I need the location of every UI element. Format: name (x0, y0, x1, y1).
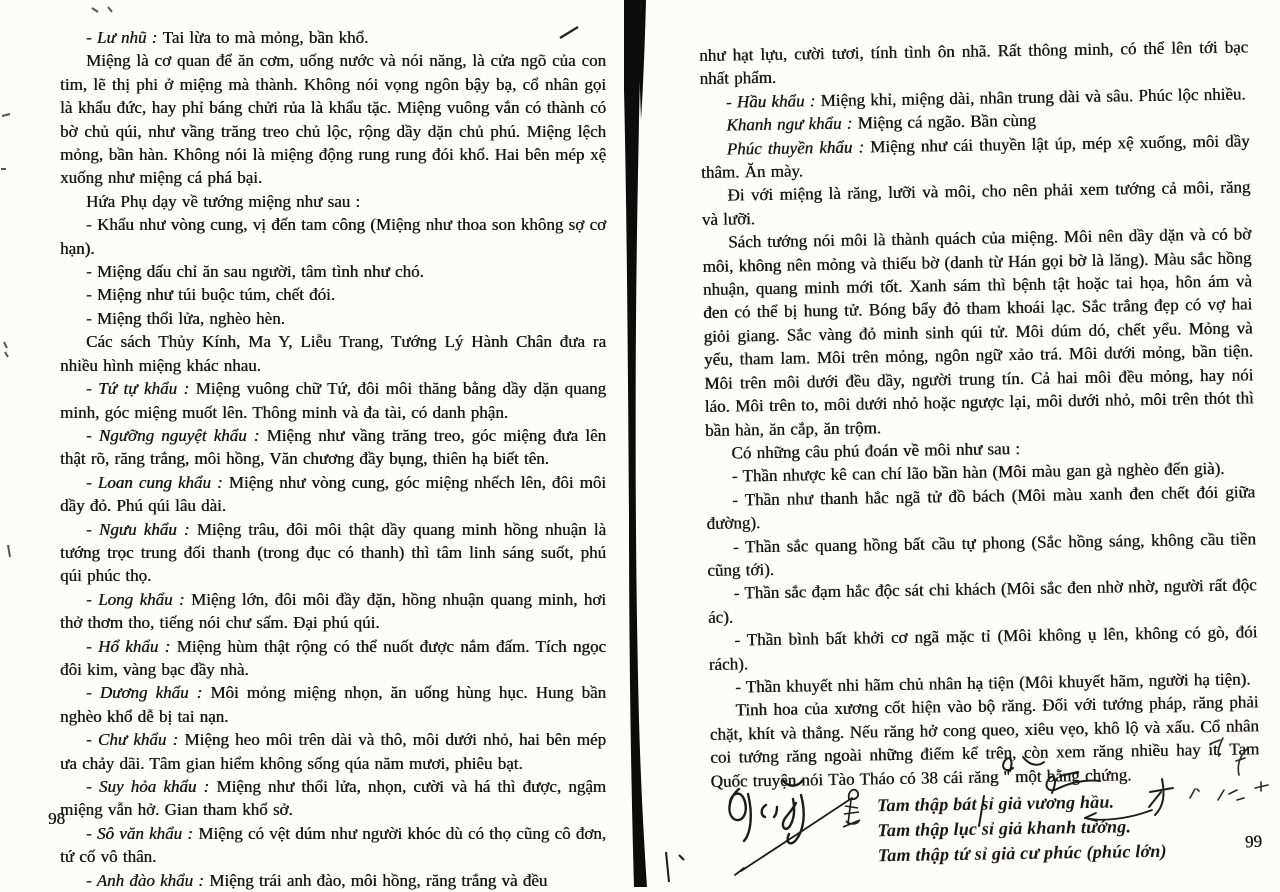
paragraph-text: Tinh hoa của xương cốt hiện vào bộ răng. Đối với tướng pháp, răng phải chặt, khít và thẳng. Nếu răng hở cong queo, xiêu vẹo, khô lộ và xấu. Cổ nhân coi tướng răng ngoài những điểm kể trên, còn xem răng nhiều hay ít. Tam Quốc truyện nói Tào Tháo có 38 cái răng '' một bằng chứng. (709, 692, 1260, 791)
page-number-right: 99 (1244, 831, 1263, 852)
paragraph-text: Có những câu phú đoán về môi như sau : (731, 438, 1021, 463)
paragraph-text: - Thần bình bất khởi cơ ngã mặc tỉ (Môi không ụ lên, không có gò, đói rách). (708, 622, 1258, 674)
paragraph (60, 681, 606, 728)
paragraph-text: - Thần nhược kê can chí lão bần hàn (Môi màu gan gà nghèo đến già). (731, 459, 1225, 486)
paragraph (702, 223, 1254, 442)
verse-line: Tam thập lục sỉ giả khanh tướng. (877, 816, 1132, 841)
paragraph (60, 869, 606, 892)
paragraph-text: Miệng lớn, đôi môi đầy đặn, hồng nhuận quang minh, hơi thở thơm tho, tiếng nói chư sấm. Đại phú qúi. (60, 589, 606, 633)
paragraph (60, 190, 606, 213)
paragraph (60, 588, 606, 635)
paragraph (60, 49, 606, 189)
term-lead: Khanh ngư khẩu : (726, 113, 858, 135)
term-lead: - Dương khẩu : (86, 683, 211, 703)
paragraph-text: Miệng như thổi lửa, nhọn, cười và há thì được, ngậm miệng vẫn hở. Gian tham khổ sở. (60, 777, 606, 820)
paragraph-text: Miệng vuông chữ Tứ, đôi môi thăng bằng dầy dặn quang minh, góc miệng muốt lên. Thông minh và đa tài, có danh phận. (60, 379, 606, 422)
term-lead: - Long khẩu : (86, 589, 191, 609)
paragraph-text: Các sách Thủy Kính, Ma Y, Liễu Trang, Tướng Lý Hành Chân đưa ra nhiều hình miệng khác nhau. (60, 332, 606, 375)
book-gutter-shadow (624, 0, 647, 887)
paragraph-text: - Thần khuyết nhi hãm chủ nhân hạ tiện (Môi khuyết hãm, người hạ tiện). (734, 669, 1251, 697)
term-lead: - Ngưỡng nguyệt khẩu : (86, 425, 267, 445)
paragraph (60, 260, 606, 283)
term-lead: - Ngưu khẩu : (86, 519, 197, 539)
book-page-left (60, 26, 606, 892)
paragraph (60, 775, 606, 822)
paragraph-text: Miệng như vòng cung, góc miệng nhếch lên, đôi môi dầy đỏ. Phú qúi lâu dài. (60, 472, 606, 516)
paragraph (60, 330, 606, 377)
term-lead: - Anh đào khẩu : (86, 870, 210, 890)
paragraph-text: Môi mỏng miệng nhọn, ăn uống hùng hục. Hung bần nghèo khổ dễ bị tai nạn. (60, 683, 606, 726)
term-lead: - Chư khẩu : (86, 730, 185, 750)
paragraph-text: - Thần như thanh hắc ngã tử đồ bách (Môi màu xanh đen chết đói giữa đường). (706, 482, 1256, 534)
paragraph-text: - Khẩu như vòng cung, vị đến tam công (Miệng như thoa son không sợ cơ hạn). (60, 215, 606, 258)
paragraph (60, 424, 606, 471)
term-lead: - Loan cung khẩu : (86, 472, 229, 492)
term-lead: - Hầu khẩu : (725, 90, 821, 112)
term-lead: - Lư nhũ : (86, 28, 163, 47)
verse-line: Tam thập bát sỉ giả vương hầu. (876, 791, 1115, 816)
paragraph (60, 635, 606, 682)
paragraph (60, 377, 606, 424)
paragraph-text: Miệng khỉ, miệng dài, nhân trung dài và sâu. Phúc lộc nhiều. (820, 84, 1246, 110)
page-number-left: 98 (48, 809, 65, 828)
paragraph-text: - Miệng dấu chỉ ăn sau người, tâm tình như chó. (86, 262, 424, 282)
paragraph (60, 283, 606, 306)
paragraph-text: Đi với miệng là răng, lưỡi và môi, cho nên phải xem tướng cả môi, răng và lưỡi. (701, 177, 1251, 229)
gutter-tick-marks (666, 852, 684, 882)
paragraph-text: Miệng hùm thật rộng có thể nuốt được nắm đấm. Tích ngọc đôi kim, vàng bạc đầy nhà. (60, 636, 606, 679)
paragraph-text: Hứa Phụ dạy về tướng miệng như sau : (86, 191, 361, 211)
paragraph (709, 691, 1259, 793)
term-lead: - Hổ khẩu : (86, 636, 177, 656)
paragraph (60, 213, 606, 260)
paragraph-text: Miệng là cơ quan để ăn cơm, uống nước và nói năng, là cửa ngõ của con tim, lẽ thị phi ở miệng mà thành. Không nói vọng ngôn bậy bạ, cổ nhân gọi là khẩu đức, hay phỉ báng chửi rủa là khẩu tặc. Miệng vuông vắn có thành có bờ chủ qúi, như vầng trăng treo chủ lộc, rộng dầy dặn chủ phú. Miệng lệch mỏng, bần hàn. Không nói là miệng động rung rung đói khổ. Hai bên mép xệ xuống như miệng cá phá bại. (60, 51, 606, 188)
paragraph-text: Miệng cá ngão. Bần cùng (857, 110, 1036, 133)
verse-block (711, 787, 1261, 871)
term-lead: - Sô văn khẩu : (86, 823, 199, 843)
verse-line: Tam thập tứ sỉ giả cư phúc (phúc lớn) (877, 840, 1167, 866)
paragraph (60, 518, 606, 588)
paragraph-text: - Thần sắc quang hồng bất cầu tự phong (Sắc hồng sáng, không cầu tiền cũng tới). (707, 528, 1256, 580)
paragraph-text: Miệng như vầng trăng treo, góc miệng đưa lên thật rõ, răng trắng, môi hồng, Văn chương đầy bụng, thiên hạ biết tên. (60, 425, 606, 469)
paragraph-text: Tai lừa to mà mỏng, bần khổ. (162, 28, 369, 47)
paragraph (60, 471, 606, 518)
paragraph-text: Miệng trái anh đào, môi hồng, răng trắng và đều (209, 870, 548, 890)
paragraph-text: - Miệng như túi buộc túm, chết đói. (86, 285, 335, 305)
book-page-right (699, 35, 1261, 871)
term-lead: - Suy hỏa khẩu : (86, 777, 217, 796)
paragraph (60, 728, 606, 775)
paragraph-text: như hạt lựu, cười tươi, tính tình ôn nhã. Rất thông minh, có thể lên tới bạc nhất phẩm. (699, 37, 1249, 89)
term-lead: - Tứ tự khẩu : (86, 379, 196, 399)
paragraph (60, 307, 606, 330)
paragraph-text: Miệng heo môi trên dài và thô, môi dưới nhỏ, hai bên mép ưa chảy dãi. Tâm gian hiểm không sống qúa năm mươi, phiêu bạt. (60, 730, 606, 773)
paragraph-text: - Miệng thổi lửa, nghèo hèn. (86, 308, 285, 328)
paragraph (60, 822, 606, 869)
paragraph-text: Sách tướng nói môi là thành quách của miệng. Môi nên dầy dặn và có bờ môi, không nên mỏng và thiếu bờ (danh từ Hán gọi bờ là lăng). Màu sắc hồng nhuận, quang minh mới tốt. Xanh sám thì bệnh tật hoặc tai họa, hôn ám và đen có thể bị hung tử. Bóng bẩy đỏ tham khoái lạc. Sắc trắng đẹp có vợ hai giỏi giang. Sắc vàng đỏ minh sinh qúi tử. Môi dúm dó, chết yểu. Mỏng và yếu, tham lam. Môi trên mỏng, ngôn ngữ xảo trá. Môi dưới mỏng, bần tiện. Môi trên môi dưới đều dầy, người trung tín. Cả hai môi đều mỏng, hay nói láo. Môi trên to, môi dưới nhỏ hoặc ngược lại, môi dưới nhỏ, môi trên thót thì bần hàn, ăn cắp, ăn trộm. (702, 224, 1254, 440)
paragraph (60, 26, 606, 49)
paragraph-text: - Thần sắc đạm hắc độc sát chi khách (Môi sắc đen nhờ nhờ, người rất độc ác). (707, 575, 1257, 627)
paragraph-text: Miệng như cái thuyền lật úp, mép xệ xuống, môi dầy thâm. Ăn mày. (700, 130, 1250, 183)
paragraph-text: Miệng có vệt dúm như người khóc dù có thọ cũng cô đơn, tứ cố vô thân. (60, 823, 606, 867)
term-lead: Phúc thuyền khẩu : (726, 136, 871, 159)
paragraph-text: Miệng trâu, đôi môi thật dầy quang minh hồng nhuận là tướng trọc trung đối thanh (trong đục có thanh) thì tâm linh sáng suốt, phú qúi phúc thọ. (60, 519, 607, 586)
